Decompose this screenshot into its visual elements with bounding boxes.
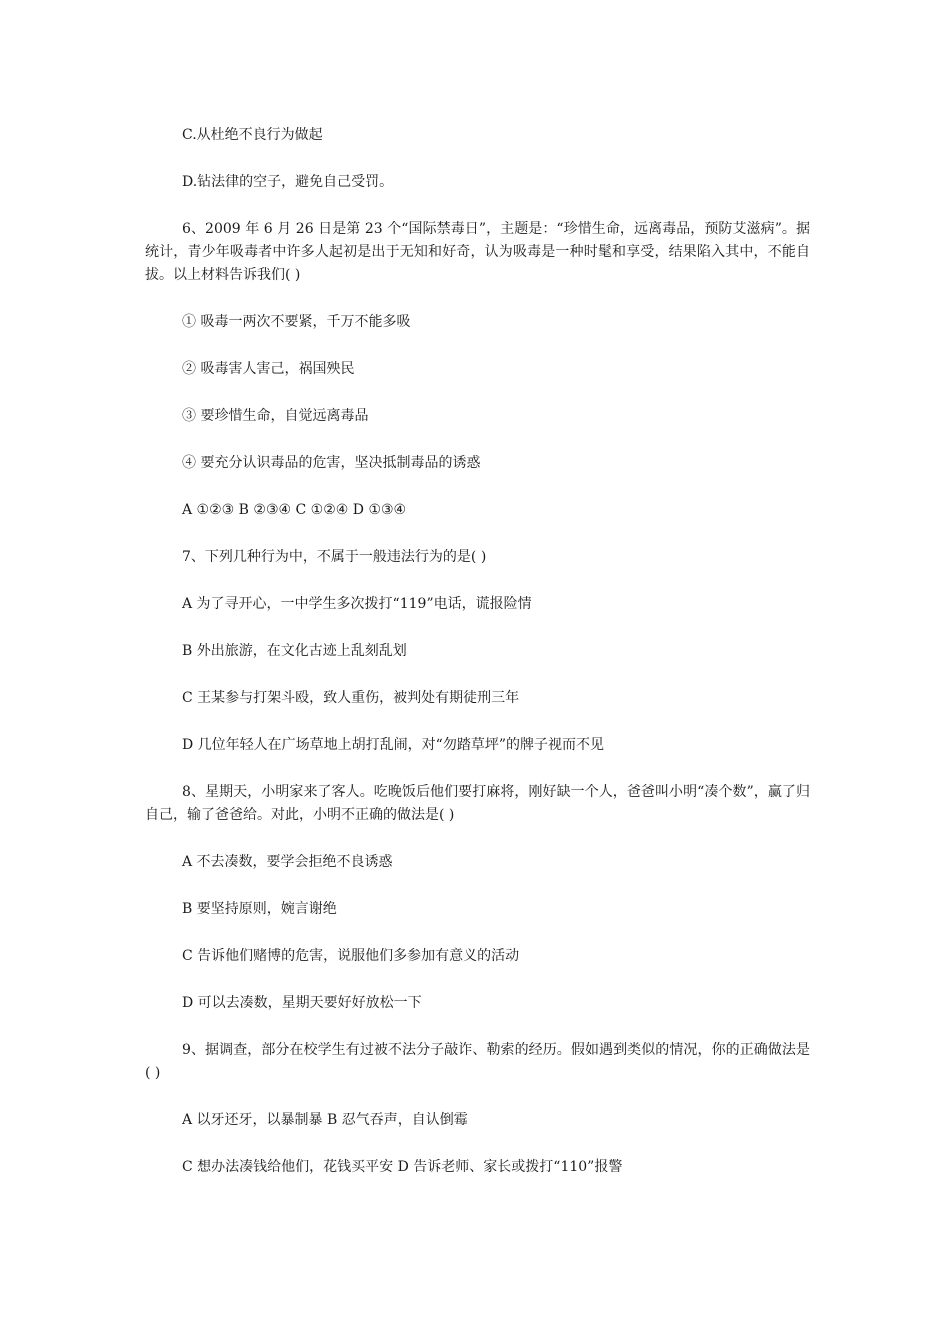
- q7-option-c: C 王某参与打架斗殴，致人重伤，被判处有期徒刑三年: [182, 690, 520, 706]
- q9-options-ab: A 以牙还牙，以暴制暴 B 忍气吞声，自认倒霉: [182, 1112, 468, 1128]
- q7-option-b: B 外出旅游，在文化古迹上乱刻乱划: [182, 643, 407, 659]
- document-body: [145, 124, 810, 1203]
- option-d-text: D.钻法律的空子，避免自己受罚。: [182, 174, 394, 190]
- q6-choices: A ①②③ B ②③④ C ①②④ D ①③④: [182, 502, 407, 518]
- question-7: 7、下列几种行为中，不属于一般违法行为的是( ): [182, 549, 487, 565]
- q8-option-a: A 不去凑数，要学会拒绝不良诱惑: [182, 854, 393, 870]
- question-6: 6、2009 年 6 月 26 日是第 23 个“国际禁毒日”，主题是：“珍惜生命，远离毒品，预防艾滋病”。据统计，青少年吸毒者中许多人起初是出于无知和好奇，认为吸毒是一种时髦和享受，结果陷入其中，不能自拔。以上材料告诉我们( ): [145, 221, 810, 283]
- q6-statement-3: ③ 要珍惜生命，自觉远离毒品: [182, 408, 369, 424]
- q6-statement-1: ① 吸毒一两次不要紧，千万不能多吸: [182, 314, 411, 330]
- question-8: 8、星期天，小明家来了客人。吃晚饭后他们要打麻将，刚好缺一个人，爸爸叫小明“凑个数”，赢了归自己，输了爸爸给。对此，小明不正确的做法是( ): [145, 784, 810, 823]
- q9-options-cd: C 想办法凑钱给他们，花钱买平安 D 告诉老师、家长或拨打“110”报警: [182, 1159, 623, 1175]
- option-c-text: C.从杜绝不良行为做起: [182, 127, 323, 143]
- q8-option-c: C 告诉他们赌博的危害，说服他们多参加有意义的活动: [182, 948, 520, 964]
- q6-statement-2: ② 吸毒害人害己，祸国殃民: [182, 361, 355, 377]
- question-9: 9、据调查，部分在校学生有过被不法分子敲诈、勒索的经历。假如遇到类似的情况，你的正确做法是( ): [145, 1042, 810, 1081]
- q7-option-d: D 几位年轻人在广场草地上胡打乱闹，对“勿踏草坪”的牌子视而不见: [182, 737, 604, 753]
- q7-option-a: A 为了寻开心，一中学生多次拨打“119”电话，谎报险情: [182, 596, 532, 612]
- q8-option-d: D 可以去凑数，星期天要好好放松一下: [182, 995, 422, 1011]
- q6-statement-4: ④ 要充分认识毒品的危害，坚决抵制毒品的诱惑: [182, 455, 481, 471]
- q8-option-b: B 要坚持原则，婉言谢绝: [182, 901, 337, 917]
